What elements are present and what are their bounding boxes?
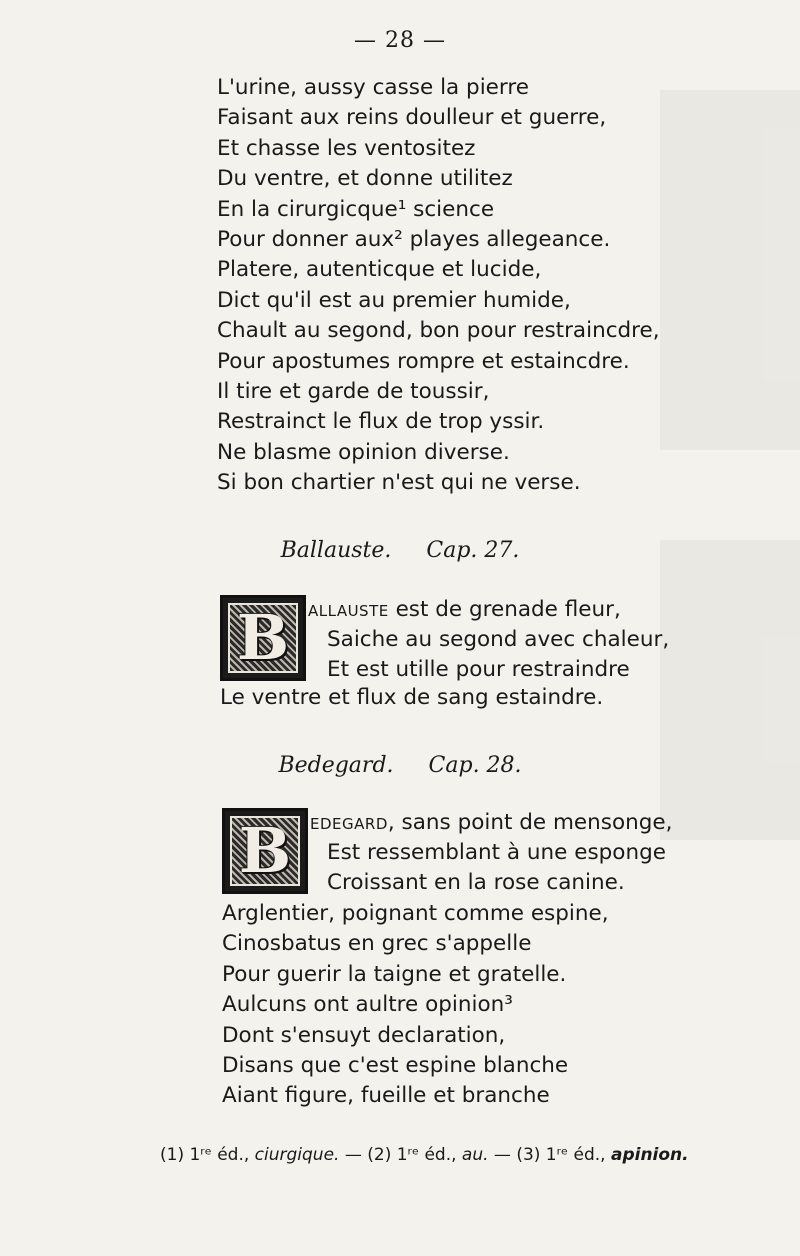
- verse-line: L'urine, aussy casse la pierre: [217, 75, 529, 100]
- verse-block-ballauste-end: [220, 683, 603, 713]
- verse-line: Pour donner aux² playes allegeance.: [217, 226, 611, 252]
- verse-line: Dict qu'il est au premier humide,: [217, 287, 571, 313]
- verse-line: Chault au segond, bon pour restraincdre,: [217, 318, 660, 344]
- verse-line: Dont s'ensuyt declaration,: [222, 1022, 506, 1048]
- chapter-title: Ballauste.: [280, 538, 392, 563]
- chapter-heading-28: [0, 753, 800, 778]
- verse-line: Si bon chartier n'est qui ne verse.: [217, 470, 581, 496]
- verse-line: Arglentier, poignant comme espine,: [222, 901, 609, 926]
- first-word: edegard: [310, 810, 388, 835]
- footnote-3-label: — (3) 1ʳᵉ éd.,: [488, 1145, 611, 1165]
- verse-line: est de grenade fleur,: [388, 597, 621, 622]
- verse-line: Il tire et garde de toussir,: [217, 378, 490, 404]
- verse-line: Aulcuns ont aultre opinion³: [222, 992, 513, 1018]
- footnote-1-label: (1) 1ʳᵉ éd.,: [160, 1145, 255, 1165]
- footnote-2-word: au.: [461, 1145, 489, 1165]
- verse-block-bedegard: [310, 808, 672, 838]
- verse-line: , sans point de mensonge,: [387, 810, 673, 835]
- verse-line: Disans que c'est espine blanche: [222, 1052, 569, 1078]
- verse-line: Faisant aux reins doulleur et guerre,: [217, 105, 607, 131]
- chapter-title: Bedegard.: [278, 753, 394, 778]
- verse-line: Et est utille pour restraindre: [327, 657, 630, 683]
- verse-line: Et chasse les ventositez: [217, 135, 476, 161]
- first-word: allauste: [308, 597, 389, 622]
- verse-line: En la cirurgicque¹ science: [217, 196, 495, 222]
- verse-line: Aiant figure, fueille et branche: [222, 1083, 550, 1109]
- verse-line: Restrainct le flux de trop yssir.: [217, 409, 545, 435]
- footnote-1-word: ciurgique.: [254, 1145, 340, 1165]
- page-number: — 28 —: [354, 28, 446, 53]
- bleed-through-shadow: [660, 540, 800, 840]
- verse-line: Est ressemblant à une esponge: [327, 840, 666, 865]
- drop-cap-ornament: [222, 808, 308, 894]
- chapter-number: Cap. 28.: [428, 753, 522, 778]
- verse-block-bedegard-end: [222, 899, 609, 1112]
- verse-block-top: [217, 73, 660, 498]
- footnote-3-word: apinion.: [610, 1145, 689, 1165]
- chapter-heading-27: [0, 538, 800, 563]
- verse-line: Du ventre, et donne utilitez: [217, 166, 513, 192]
- verse-block-ballauste: [308, 595, 621, 625]
- chapter-number: Cap. 27.: [426, 538, 520, 563]
- verse-line: Saiche au segond avec chaleur,: [327, 627, 670, 652]
- bleed-through-shadow: [660, 90, 800, 450]
- verse-line: Ne blasme opinion diverse.: [217, 439, 510, 465]
- footnote-2-label: — (2) 1ʳᵉ éd.,: [339, 1145, 462, 1165]
- verse-line: Cinosbatus en grec s'appelle: [222, 931, 532, 957]
- verse-line: Platere, autenticque et lucide,: [217, 257, 542, 283]
- verse-block-ballauste-cont: [327, 625, 669, 686]
- verse-line: Le ventre et flux de sang estaindre.: [220, 685, 604, 710]
- drop-cap-letter: B: [238, 814, 292, 887]
- verse-block-bedegard-cont: [327, 838, 666, 899]
- verse-line: Pour guerir la taigne et gratelle.: [222, 961, 567, 987]
- drop-cap-letter: B: [236, 601, 290, 674]
- drop-cap-ornament: [220, 595, 306, 681]
- verse-line: Croissant en la rose canine.: [327, 870, 625, 896]
- verse-line: Pour apostumes rompre et estaincdre.: [217, 348, 630, 374]
- footnotes: [160, 1145, 780, 1165]
